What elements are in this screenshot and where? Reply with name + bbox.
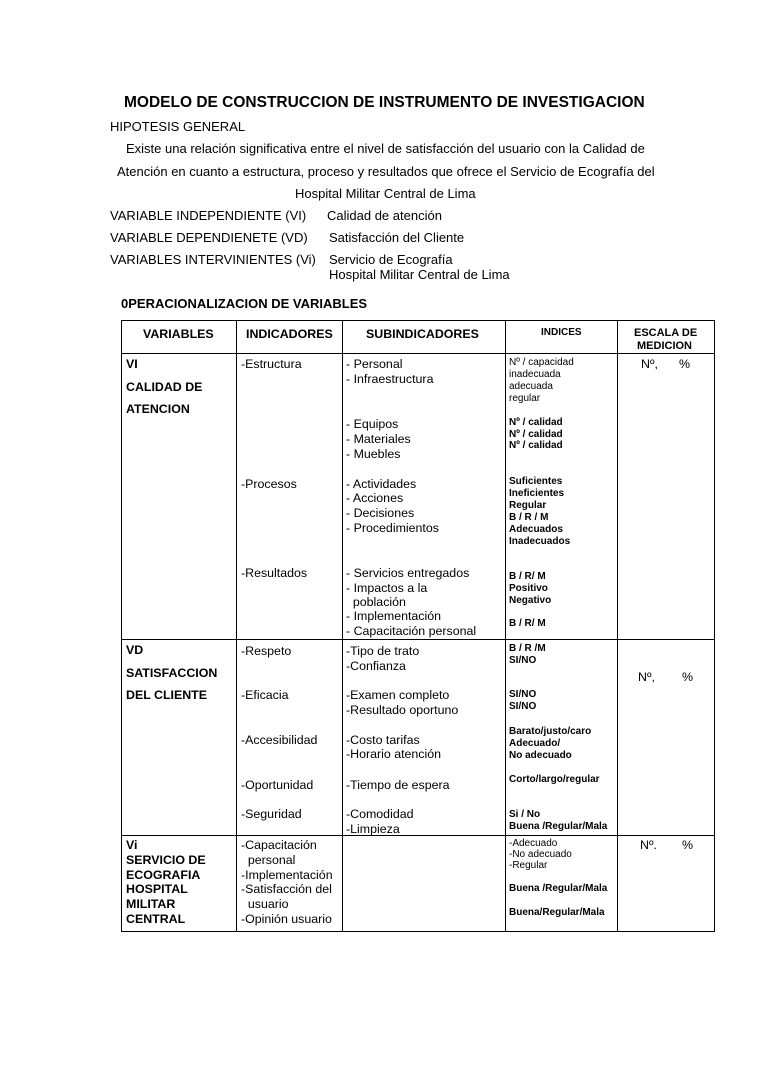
vi-escala-p: %: [679, 357, 691, 371]
vd-escala-n: Nº,: [638, 670, 655, 684]
vi-sub: - Impactos a la: [346, 581, 428, 595]
vi-sub: - Acciones: [346, 491, 404, 505]
vi-sub: - Infraestructura: [346, 372, 434, 386]
vd-sub: -Confianza: [346, 659, 406, 673]
vd-idx: B / R /M: [509, 643, 546, 654]
vd-idx: Barato/justo/caro: [509, 726, 592, 737]
vi-idx: Negativo: [509, 595, 552, 606]
vd-idx: Adecuado/: [509, 738, 561, 749]
vi-ind-resultados: -Resultados: [241, 566, 308, 580]
vd-escala-p: %: [682, 670, 694, 684]
vd-idx: Corto/largo/regular: [509, 774, 600, 785]
hipotesis-label: HIPOTESIS GENERAL: [110, 119, 246, 134]
vi2-var: HOSPITAL: [126, 882, 188, 896]
vi-idx: Positivo: [509, 583, 548, 594]
header-variables: VARIABLES: [143, 327, 214, 341]
vi2-var: CENTRAL: [126, 912, 186, 926]
hipotesis-line: Atención en cuanto a estructura, proceso y resultados que ofrece el Servicio de Ecografía del: [117, 164, 655, 179]
vi2-ind: usuario: [241, 897, 289, 911]
variable-value: Satisfacción del Cliente: [329, 230, 465, 245]
vi2-idx: Buena/Regular/Mala: [509, 907, 605, 918]
vd-idx: SI/NO: [509, 689, 537, 700]
vi2-var: Vi: [126, 838, 138, 852]
vd-ind: -Seguridad: [241, 807, 302, 821]
vd-idx: Buena /Regular/Mala: [509, 821, 608, 832]
vi-sub: población: [346, 595, 406, 609]
vi-idx: Inadecuados: [509, 536, 571, 547]
header-indices: INDICES: [541, 327, 582, 338]
vi2-idx: -Adecuado: [509, 838, 558, 849]
vi2-escala-n: Nº.: [640, 838, 657, 852]
vi-sub: - Actividades: [346, 477, 417, 491]
vi-idx: regular: [509, 393, 541, 404]
vi-idx: Suficientes: [509, 476, 563, 487]
vi-ind-procesos: -Procesos: [241, 477, 297, 491]
header-subindicadores: SUBINDICADORES: [366, 327, 479, 341]
vi-idx: B / R/ M: [509, 618, 546, 629]
vi2-ind: -Satisfacción del: [241, 882, 332, 896]
vd-ind: -Accesibilidad: [241, 733, 318, 747]
vd-sub: -Comodidad: [346, 807, 414, 821]
vd-idx: SI/NO: [509, 655, 537, 666]
vi-sub: - Personal: [346, 357, 403, 371]
vi-idx: adecuada: [509, 381, 553, 392]
vi-sub: - Decisiones: [346, 506, 415, 520]
vi-sub: - Capacitación personal: [346, 624, 477, 638]
vi2-ind: -Implementación: [241, 868, 333, 882]
vi-sub: - Procedimientos: [346, 521, 439, 535]
vd-sub: -Limpieza: [346, 822, 400, 836]
vi-idx: B / R/ M: [509, 571, 546, 582]
vd-var: SATISFACCION: [126, 666, 218, 680]
vd-idx: No adecuado: [509, 750, 572, 761]
vi-sub: - Equipos: [346, 417, 399, 431]
vi-idx: inadecuada: [509, 369, 561, 380]
vi-var: ATENCION: [126, 402, 190, 416]
vi-sub: - Muebles: [346, 447, 401, 461]
vi-idx: Nº / capacidad: [509, 357, 574, 368]
vd-sub: -Tiempo de espera: [346, 778, 450, 792]
vd-var: DEL CLIENTE: [126, 688, 208, 702]
variable-value: Servicio de Ecografía: [329, 252, 453, 267]
vd-ind: -Eficacia: [241, 688, 289, 702]
header-escala: ESCALA DE: [634, 327, 698, 339]
vi2-idx: -Regular: [509, 860, 548, 871]
page-title: MODELO DE CONSTRUCCION DE INSTRUMENTO DE INVESTIGACION: [124, 94, 645, 111]
vi-sub: - Servicios entregados: [346, 566, 470, 580]
variable-value: Calidad de atención: [327, 208, 442, 223]
vd-idx: Si / No: [509, 809, 541, 820]
vd-sub: -Tipo de trato: [346, 644, 420, 658]
vd-idx: SI/NO: [509, 701, 537, 712]
vi-ind-estructura: -Estructura: [241, 357, 302, 371]
vi2-var: ECOGRAFIA: [126, 868, 201, 882]
vi-var: CALIDAD DE: [126, 380, 203, 394]
vd-sub: -Costo tarifas: [346, 733, 420, 747]
variable-value: Hospital Militar Central de Lima: [329, 267, 510, 282]
variable-label: VARIABLE INDEPENDIENTE (VI): [110, 208, 307, 223]
vi2-var: MILITAR: [126, 897, 176, 911]
vi2-ind: -Opinión usuario: [241, 912, 332, 926]
hipotesis-line: Hospital Militar Central de Lima: [295, 186, 476, 201]
vi-idx: Nº / calidad: [509, 417, 563, 428]
vd-ind: -Respeto: [241, 644, 292, 658]
variable-label: VARIABLES INTERVINIENTES (Vi): [110, 252, 316, 267]
vi-idx: B / R / M: [509, 512, 549, 523]
vd-sub: -Horario atención: [346, 747, 442, 761]
hipotesis-line: Existe una relación significativa entre el nivel de satisfacción del usuario con la Calidad de: [126, 141, 645, 156]
vd-ind: -Oportunidad: [241, 778, 314, 792]
vi-idx: Ineficientes: [509, 488, 565, 499]
vi-sub: - Materiales: [346, 432, 411, 446]
vi2-escala-p: %: [682, 838, 694, 852]
vi2-ind: personal: [241, 853, 296, 867]
header-medicion: MEDICION: [637, 340, 692, 352]
vi2-idx: -No adecuado: [509, 849, 572, 860]
section-title: 0PERACIONALIZACION DE VARIABLES: [121, 296, 368, 311]
vd-sub: -Resultado oportuno: [346, 703, 459, 717]
header-indicadores: INDICADORES: [246, 327, 333, 341]
vi-idx: Nº / calidad: [509, 440, 563, 451]
vd-sub: -Examen completo: [346, 688, 450, 702]
vi-idx: Adecuados: [509, 524, 563, 535]
vi2-idx: Buena /Regular/Mala: [509, 883, 608, 894]
vi-idx: Nº / calidad: [509, 429, 563, 440]
vi2-ind: -Capacitación: [241, 838, 317, 852]
vi-var: VI: [126, 357, 138, 371]
vi-sub: - Implementación: [346, 609, 442, 623]
vi2-var: SERVICIO DE: [126, 853, 206, 867]
vd-var: VD: [126, 643, 144, 657]
variable-label: VARIABLE DEPENDIENETE (VD): [110, 230, 308, 245]
vi-escala-n: Nº,: [641, 357, 658, 371]
vi-idx: Regular: [509, 500, 547, 511]
